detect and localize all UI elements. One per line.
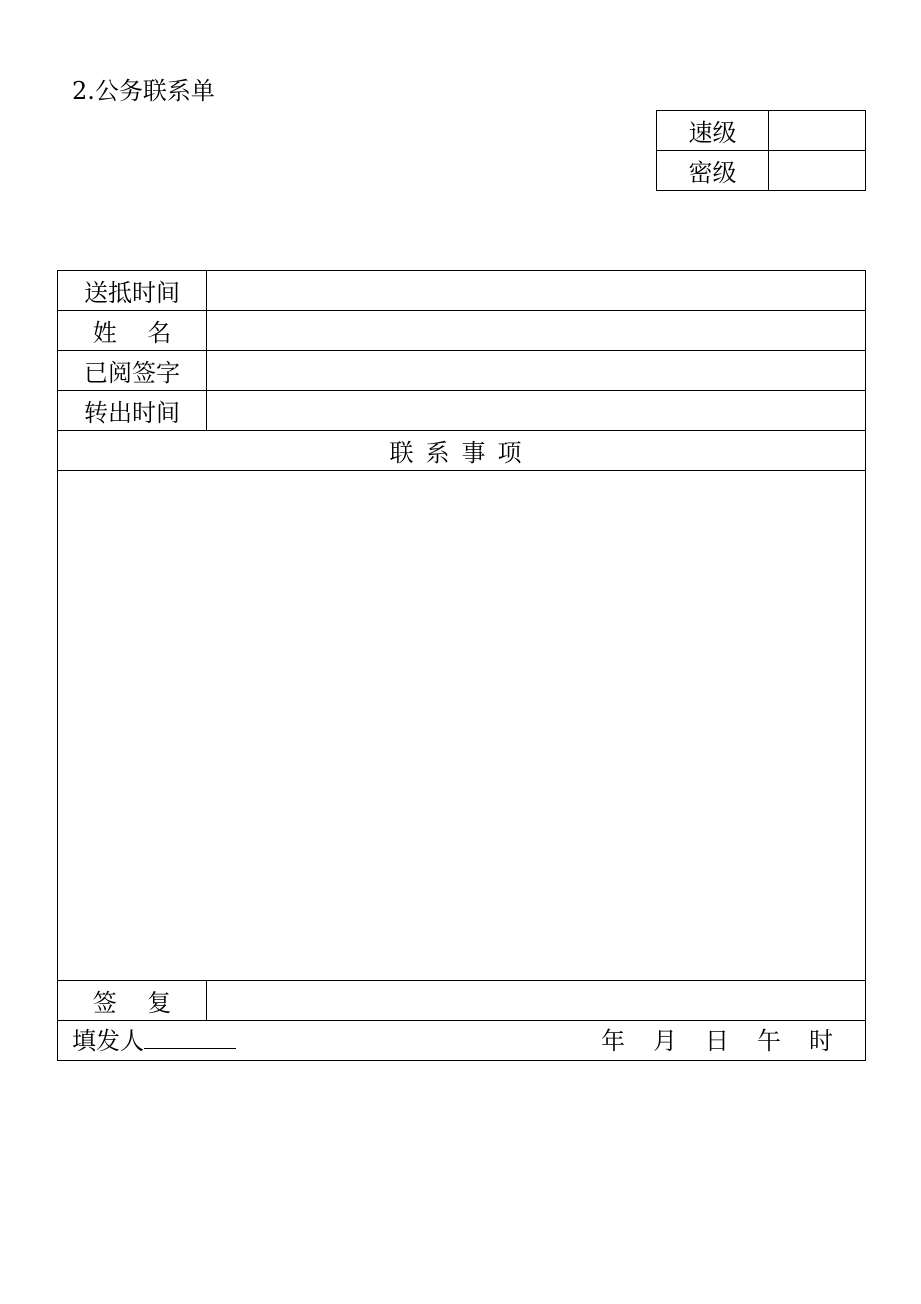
form-row-arrival-time — [58, 271, 866, 311]
contact-matters-content-area[interactable] — [58, 471, 866, 980]
document-title: 2.公务联系单 — [72, 77, 215, 105]
date-group — [573, 1025, 833, 1057]
form-row-content — [58, 471, 866, 980]
label-transfer-time: 转出时间 — [58, 391, 207, 431]
grade-value-secret[interactable] — [769, 151, 866, 191]
form-row-footer — [58, 1020, 866, 1060]
section-heading-contact-matters: 联系事项 — [58, 431, 866, 471]
value-reply[interactable] — [207, 980, 866, 1020]
value-name[interactable] — [207, 311, 866, 351]
label-name — [58, 311, 207, 351]
date-noon-label: 午 — [757, 1026, 781, 1055]
form-row-transfer-time — [58, 391, 866, 431]
grade-label-speed: 速级 — [657, 111, 769, 151]
value-read-signature[interactable] — [207, 351, 866, 391]
grade-table — [656, 110, 866, 191]
footer-cell — [58, 1020, 866, 1060]
contact-form-table — [57, 270, 866, 1061]
issuer-label: 填发人 — [72, 1026, 144, 1055]
form-row-section-heading — [58, 431, 866, 471]
form-row-read-signature — [58, 351, 866, 391]
date-month-label: 月 — [653, 1026, 677, 1055]
value-arrival-time[interactable] — [207, 271, 866, 311]
label-name-text: 姓 名 — [92, 319, 172, 348]
label-read-signature: 已阅签字 — [58, 351, 207, 391]
grade-label-secret: 密级 — [657, 151, 769, 191]
issuer-blank-line[interactable] — [144, 1026, 236, 1049]
issuer-group — [72, 1025, 236, 1057]
grade-value-speed[interactable] — [769, 111, 866, 151]
value-transfer-time[interactable] — [207, 391, 866, 431]
date-year-label: 年 — [601, 1026, 625, 1055]
grade-row-secret — [657, 151, 866, 191]
date-day-label: 日 — [705, 1026, 729, 1055]
form-row-reply — [58, 980, 866, 1020]
label-reply-text: 签 复 — [92, 988, 172, 1017]
label-reply — [58, 980, 207, 1020]
label-arrival-time: 送抵时间 — [58, 271, 207, 311]
date-hour-label: 时 — [809, 1026, 833, 1055]
grade-row-speed — [657, 111, 866, 151]
form-row-name — [58, 311, 866, 351]
